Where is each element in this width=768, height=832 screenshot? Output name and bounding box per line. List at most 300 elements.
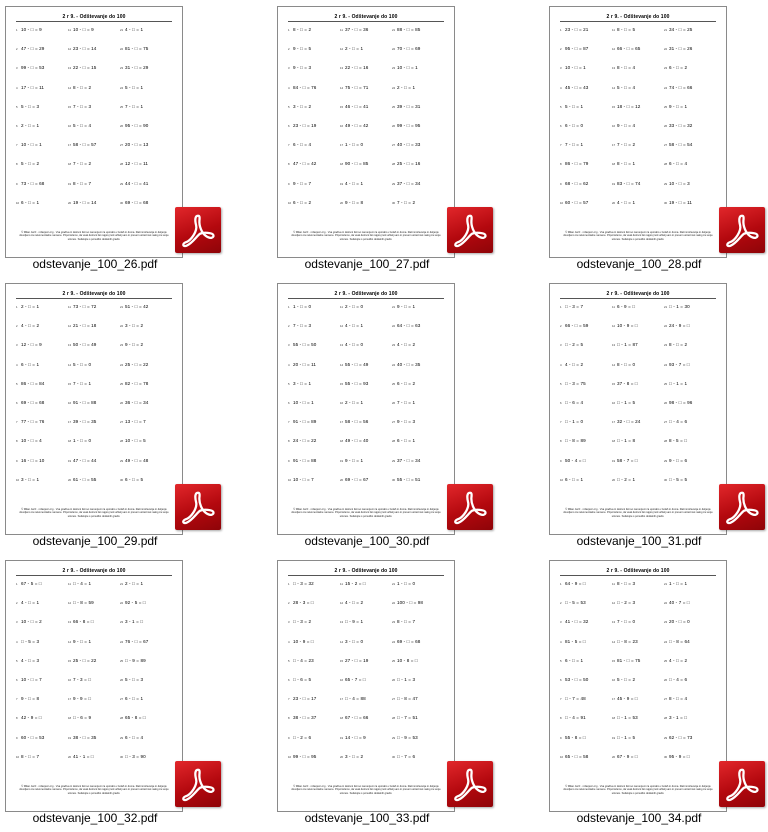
problem-number: 21: [120, 582, 124, 586]
title-divider: [16, 21, 172, 22]
problem: [560, 362, 612, 381]
problem: [560, 600, 612, 619]
problem-text: 70 - □ = 69: [397, 46, 421, 52]
problem-text: 66 - 8 = □: [73, 619, 94, 625]
problem: [120, 123, 172, 142]
problem-number: 28: [664, 439, 668, 444]
problem-number: 25: [664, 381, 668, 386]
problem-column: [664, 27, 716, 219]
problem: [340, 181, 392, 200]
problem-text: 4 - □ = 2: [565, 361, 584, 367]
problem: [392, 458, 444, 477]
problem-number: 3: [560, 343, 562, 348]
problem-text: 4 - □ = 1: [345, 180, 364, 186]
problem: [68, 715, 120, 734]
problem-text: □ - 9 = 89: [125, 657, 146, 663]
problem-text: 31 - □ = 29: [125, 65, 149, 71]
file-name[interactable]: odstevanje_100_34.pdf: [576, 811, 702, 825]
problem-number: 15: [340, 381, 344, 386]
problem-text: 2 - □ = 0: [345, 304, 364, 309]
problem: [16, 581, 68, 600]
problem-text: 1 - □ = 0: [73, 438, 92, 444]
file-tile[interactable]: [544, 0, 764, 272]
problem-text: 37 - □ = 34: [397, 180, 421, 186]
problem-text: 3 - □ = 1: [21, 476, 40, 482]
problem-text: 91 - □ = 89: [293, 419, 317, 425]
problem: [612, 104, 664, 123]
problem-number: 26: [664, 400, 668, 405]
problem-text: 10 - □ = 7: [21, 676, 42, 682]
problem-text: □ - 9 = 1: [345, 619, 364, 625]
problem-text: 9 - □ = 8: [21, 696, 40, 702]
problem-text: 86 - □ = 84: [21, 380, 45, 386]
problem-text: 9 - □ = 8: [345, 199, 364, 205]
problem-text: 8 - □ = 7: [73, 180, 92, 186]
problem: [68, 696, 120, 715]
problem-text: □ - 9 = 53: [397, 734, 418, 740]
problem: [68, 438, 120, 457]
problem: [664, 438, 716, 457]
problem: [612, 161, 664, 180]
problem: [68, 362, 120, 381]
problem-number: 18: [612, 716, 616, 721]
title-divider: [560, 575, 716, 576]
problem-text: 73 - □ = 68: [21, 180, 45, 186]
problem-column: [612, 27, 664, 219]
problem-text: 64 - □ = 63: [397, 323, 421, 329]
problem-text: 55 - □ = 51: [397, 476, 421, 482]
problem: [288, 639, 340, 658]
problem: [288, 419, 340, 438]
problem-number: 19: [68, 458, 72, 463]
problem-text: 4 - □ = 1: [345, 323, 364, 329]
problem: [392, 104, 444, 123]
pdf-thumbnail[interactable]: [5, 560, 183, 812]
problem: [612, 600, 664, 619]
problem: [288, 85, 340, 104]
problem-number: 6: [560, 677, 562, 682]
problem: [560, 161, 612, 180]
problem-number: 6: [16, 123, 18, 128]
problem-column: [560, 27, 612, 219]
title-divider: [288, 21, 444, 22]
problem: [612, 677, 664, 696]
problem-text: 5 - □ = 3: [125, 676, 144, 682]
problem-text: 22 - □ = 15: [73, 65, 97, 71]
file-tile[interactable]: [0, 0, 220, 272]
problem-text: 49 - □ = 40: [345, 438, 369, 444]
problem-text: 81 - □ = 75: [617, 657, 641, 663]
problem-text: 23 - □ = 17: [293, 696, 317, 702]
problem-text: 77 - □ = 76: [21, 419, 45, 425]
problem-text: 100 - □ = 98: [397, 600, 424, 606]
problem-number: 28: [664, 162, 668, 167]
problem-text: 73 - □ = 72: [73, 304, 97, 309]
problem-text: 65 - 8 = □: [125, 715, 146, 721]
problem: [68, 27, 120, 46]
problem-number: 19: [340, 735, 344, 740]
file-name[interactable]: odstevanje_100_29.pdf: [32, 534, 158, 548]
problem-number: 14: [612, 362, 616, 367]
worksheet-title: 2 r 9. - Odštevanje do 100: [334, 291, 398, 297]
problem: [340, 639, 392, 658]
problem-text: 69 - □ = 68: [21, 399, 45, 405]
pdf-thumbnail[interactable]: [277, 283, 455, 535]
problem: [664, 342, 716, 361]
file-tile[interactable]: [544, 277, 764, 549]
problem: [68, 342, 120, 361]
problem-text: 99 - □ = 95: [293, 753, 317, 759]
problem-number: 23: [120, 620, 124, 625]
file-name[interactable]: odstevanje_100_32.pdf: [32, 811, 158, 825]
problem: [560, 123, 612, 142]
problem-column: [340, 581, 392, 773]
problem: [16, 200, 68, 219]
problem-number: 5: [288, 104, 290, 109]
problem-text: □ - 6 = 4: [565, 399, 584, 405]
problem-text: 47 - □ = 42: [293, 161, 317, 167]
problem-number: 13: [612, 66, 616, 71]
problem-number: 29: [664, 181, 668, 186]
problem-number: 18: [612, 439, 616, 444]
problem-number: 24: [392, 362, 396, 367]
problem: [68, 458, 120, 477]
problem-number: 10: [288, 477, 292, 482]
problem-number: 19: [68, 181, 72, 186]
problem-text: 33 - □ = 32: [669, 122, 693, 128]
problem: [340, 123, 392, 142]
problem: [120, 181, 172, 200]
problem-number: 19: [612, 181, 616, 186]
problem-number: 28: [120, 439, 124, 444]
problem-text: 34 - □ = 25: [669, 27, 693, 32]
problem-text: □ - 2 = 3: [617, 600, 636, 606]
pdf-thumbnail[interactable]: [549, 6, 727, 258]
problem-text: 55 - 8 = □: [565, 734, 586, 740]
problem: [664, 46, 716, 65]
problem-number: 29: [120, 735, 124, 740]
problem: [120, 458, 172, 477]
problem: [288, 142, 340, 161]
problem-text: 81 - □ = 75: [125, 46, 149, 52]
problem-number: 23: [664, 66, 668, 71]
problem-text: 3 - □ = 2: [345, 753, 364, 759]
problem-number: 16: [612, 400, 616, 405]
problem-text: 95 - 9 = □: [669, 753, 690, 759]
problem-number: 7: [16, 697, 18, 702]
problem-text: 4 - □ = 2: [21, 323, 40, 329]
problem-number: 23: [392, 343, 396, 348]
problem-text: 37 - 8 = □: [617, 380, 638, 386]
file-name[interactable]: odstevanje_100_28.pdf: [576, 257, 702, 271]
problem-number: 4: [288, 362, 290, 367]
problem: [288, 400, 340, 419]
problem: [340, 27, 392, 46]
problem-number: 4: [560, 362, 562, 367]
problem: [664, 104, 716, 123]
problem: [560, 104, 612, 123]
problem: [664, 27, 716, 46]
problem-text: 10 - □ = 3: [669, 180, 690, 186]
problem-number: 26: [392, 677, 396, 682]
problem-number: 3: [16, 66, 18, 71]
problem-text: 10 - □ = 9: [21, 27, 42, 32]
problem: [68, 142, 120, 161]
file-name[interactable]: odstevanje_100_26.pdf: [32, 257, 158, 271]
problem-number: 7: [288, 143, 290, 148]
problem-number: 13: [68, 620, 72, 625]
problem-number: 9: [16, 735, 18, 740]
problem-text: 93 - 7 = □: [669, 361, 690, 367]
problem-text: 8 - □ = 1: [617, 161, 636, 167]
problem: [120, 381, 172, 400]
problem-number: 9: [288, 735, 290, 740]
problem-number: 8: [16, 162, 18, 167]
problem-text: 5 - □ = 2: [21, 161, 40, 167]
problem-number: 12: [68, 47, 72, 52]
problem-number: 11: [612, 28, 615, 32]
problem-text: □ - 1 = 30: [669, 304, 690, 309]
problem-text: 5 - □ = 3: [21, 103, 40, 109]
file-tile[interactable]: [272, 554, 492, 826]
problem-text: 8 - □ = 0: [617, 361, 636, 367]
problem-text: 14 - □ = 9: [345, 734, 366, 740]
problem-column: [612, 581, 664, 773]
problem-number: 22: [392, 601, 396, 606]
problem: [560, 85, 612, 104]
problem: [560, 715, 612, 734]
problem-number: 6: [560, 400, 562, 405]
pdf-thumbnail[interactable]: [5, 283, 183, 535]
problem: [16, 342, 68, 361]
problem: [288, 619, 340, 638]
problem-text: 2 - □ = 1: [345, 46, 364, 52]
problem: [288, 581, 340, 600]
problem-number: 26: [664, 123, 668, 128]
problem: [560, 27, 612, 46]
problem-number: 11: [68, 582, 71, 586]
problem: [560, 477, 612, 496]
problem-number: 10: [560, 477, 564, 482]
problem-number: 5: [16, 104, 18, 109]
problem-number: 14: [340, 362, 344, 367]
problem-number: 21: [392, 28, 396, 32]
problem-text: □ - 7 = 51: [397, 715, 418, 721]
problem: [560, 342, 612, 361]
problem-text: 7 - □ = 3: [73, 103, 92, 109]
problem-text: 40 - □ = 35: [397, 361, 421, 367]
problem: [120, 46, 172, 65]
title-divider: [16, 575, 172, 576]
problem: [120, 639, 172, 658]
problem-text: 45 - 9 = □: [617, 696, 638, 702]
file-tile[interactable]: [0, 277, 220, 549]
problem-text: 23 - □ = 14: [73, 46, 97, 52]
problem-number: 16: [68, 123, 72, 128]
problem: [340, 419, 392, 438]
file-tile[interactable]: [544, 554, 764, 826]
problem-number: 17: [340, 420, 344, 425]
problem-text: 7 - □ = 1: [73, 380, 92, 386]
problem-number: 14: [340, 85, 344, 90]
file-tile[interactable]: [272, 277, 492, 549]
problem-number: 21: [664, 305, 668, 309]
problem-text: 20 - □ = 0: [669, 619, 690, 625]
problem-text: 38 - □ = 35: [73, 734, 97, 740]
problem-text: 40 - □ = 33: [397, 142, 421, 148]
problem: [392, 581, 444, 600]
problem: [120, 304, 172, 323]
problem: [288, 104, 340, 123]
problem-number: 10: [288, 200, 292, 205]
problem-number: 1: [288, 28, 290, 32]
worksheet-title: 2 r 9. - Odštevanje do 100: [334, 14, 398, 20]
problem-number: 26: [392, 123, 396, 128]
problem-text: 8 - □ = 7: [397, 619, 416, 625]
problem-text: 4 - □ = 0: [345, 342, 364, 348]
problem: [340, 477, 392, 496]
problem-number: 29: [120, 181, 124, 186]
problem: [560, 200, 612, 219]
problem: [340, 754, 392, 773]
problem-number: 18: [68, 716, 72, 721]
file-name[interactable]: odstevanje_100_30.pdf: [304, 534, 430, 548]
problem: [392, 658, 444, 677]
problem: [340, 104, 392, 123]
worksheet-title: 2 r 9. - Odštevanje do 100: [606, 291, 670, 297]
problem-number: 2: [288, 324, 290, 329]
problem-text: 10 - 8 = □: [397, 657, 418, 663]
pdf-thumbnail[interactable]: [277, 560, 455, 812]
problem-text: 25 - □ = 22: [125, 361, 149, 367]
problem: [120, 619, 172, 638]
problem-text: □ - 3 = 2: [293, 619, 312, 625]
problem-number: 16: [340, 677, 344, 682]
problem-number: 30: [664, 200, 668, 205]
problem-text: 6 - □ = 4: [125, 734, 144, 740]
problem: [340, 46, 392, 65]
problem-number: 25: [120, 658, 124, 663]
problem: [340, 677, 392, 696]
problem-column: [664, 581, 716, 773]
problem-number: 12: [612, 601, 616, 606]
problem-text: 4 - □ = 1: [21, 600, 40, 606]
problem: [16, 639, 68, 658]
file-tile[interactable]: [0, 554, 220, 826]
pdf-thumbnail[interactable]: [5, 6, 183, 258]
problem: [664, 142, 716, 161]
problem-text: 21 - □ = 18: [73, 323, 97, 329]
problem-number: 29: [664, 735, 668, 740]
problem-number: 20: [68, 754, 72, 759]
file-name[interactable]: odstevanje_100_27.pdf: [304, 257, 430, 271]
pdf-icon: [719, 761, 765, 807]
problem-text: 67 - □ = 66: [345, 715, 369, 721]
pdf-icon: [447, 761, 493, 807]
file-name[interactable]: odstevanje_100_31.pdf: [576, 534, 702, 548]
problem-number: 2: [16, 47, 18, 52]
problem-column: [288, 581, 340, 773]
problem-text: 62 - □ = 73: [669, 734, 693, 740]
problem: [560, 754, 612, 773]
problem-column: [288, 304, 340, 496]
problem: [612, 477, 664, 496]
problem-number: 18: [68, 162, 72, 167]
problem-text: 28 - 3 = □: [293, 600, 314, 606]
problem-number: 6: [560, 123, 562, 128]
problem-number: 27: [664, 697, 668, 702]
problem: [612, 458, 664, 477]
problem-number: 17: [68, 697, 72, 702]
problem-column: [68, 304, 120, 496]
problem: [120, 362, 172, 381]
problem: [288, 600, 340, 619]
problem-text: 67 - 5 = □: [21, 581, 42, 586]
problem-text: □ - 1 = 3: [397, 676, 416, 682]
problem-number: 4: [16, 362, 18, 367]
pdf-thumbnail[interactable]: [549, 560, 727, 812]
problem: [392, 323, 444, 342]
problem-text: 8 - □ = 2: [669, 342, 688, 348]
pdf-thumbnail[interactable]: [277, 6, 455, 258]
problem-text: 10 - □ = 9: [73, 27, 94, 32]
problem: [392, 123, 444, 142]
problem-number: 9: [16, 181, 18, 186]
problem: [16, 181, 68, 200]
problem: [288, 438, 340, 457]
problem-text: 10 - □ = 4: [21, 438, 42, 444]
problem: [664, 400, 716, 419]
problem-number: 26: [120, 400, 124, 405]
pdf-icon: [175, 207, 221, 253]
file-tile[interactable]: [272, 0, 492, 272]
problem: [340, 362, 392, 381]
problem: [392, 696, 444, 715]
problem-text: 58 - □ = 57: [73, 142, 97, 148]
file-name[interactable]: odstevanje_100_33.pdf: [304, 811, 430, 825]
problem-number: 5: [16, 658, 18, 663]
problem-text: 55 - □ = 93: [345, 380, 369, 386]
pdf-thumbnail[interactable]: [549, 283, 727, 535]
problem-number: 20: [68, 200, 72, 205]
problem-text: 10 - 9 = □: [617, 323, 638, 329]
problem: [612, 735, 664, 754]
problem-text: 6 - 9 = □: [617, 304, 636, 309]
problem-text: 99 - □ = 95: [397, 122, 421, 128]
problem-text: 44 - □ = 41: [125, 180, 149, 186]
problem: [664, 362, 716, 381]
problem-number: 27: [120, 697, 124, 702]
problem: [560, 735, 612, 754]
problem-text: □ - 8 = 59: [73, 600, 94, 606]
problem-number: 29: [392, 458, 396, 463]
problem: [120, 696, 172, 715]
problem: [16, 85, 68, 104]
title-divider: [560, 298, 716, 299]
problem-number: 22: [392, 324, 396, 329]
problem-text: 20 - □ = 11: [293, 361, 317, 367]
problem: [68, 477, 120, 496]
problem-number: 12: [68, 324, 72, 329]
problem-text: 47 - □ = 44: [73, 457, 97, 463]
problem: [16, 477, 68, 496]
problem: [560, 581, 612, 600]
problem-number: 27: [392, 697, 396, 702]
problem-number: 17: [340, 143, 344, 148]
problem: [664, 381, 716, 400]
problem-text: 49 - □ = 42: [345, 122, 369, 128]
problem: [612, 65, 664, 84]
